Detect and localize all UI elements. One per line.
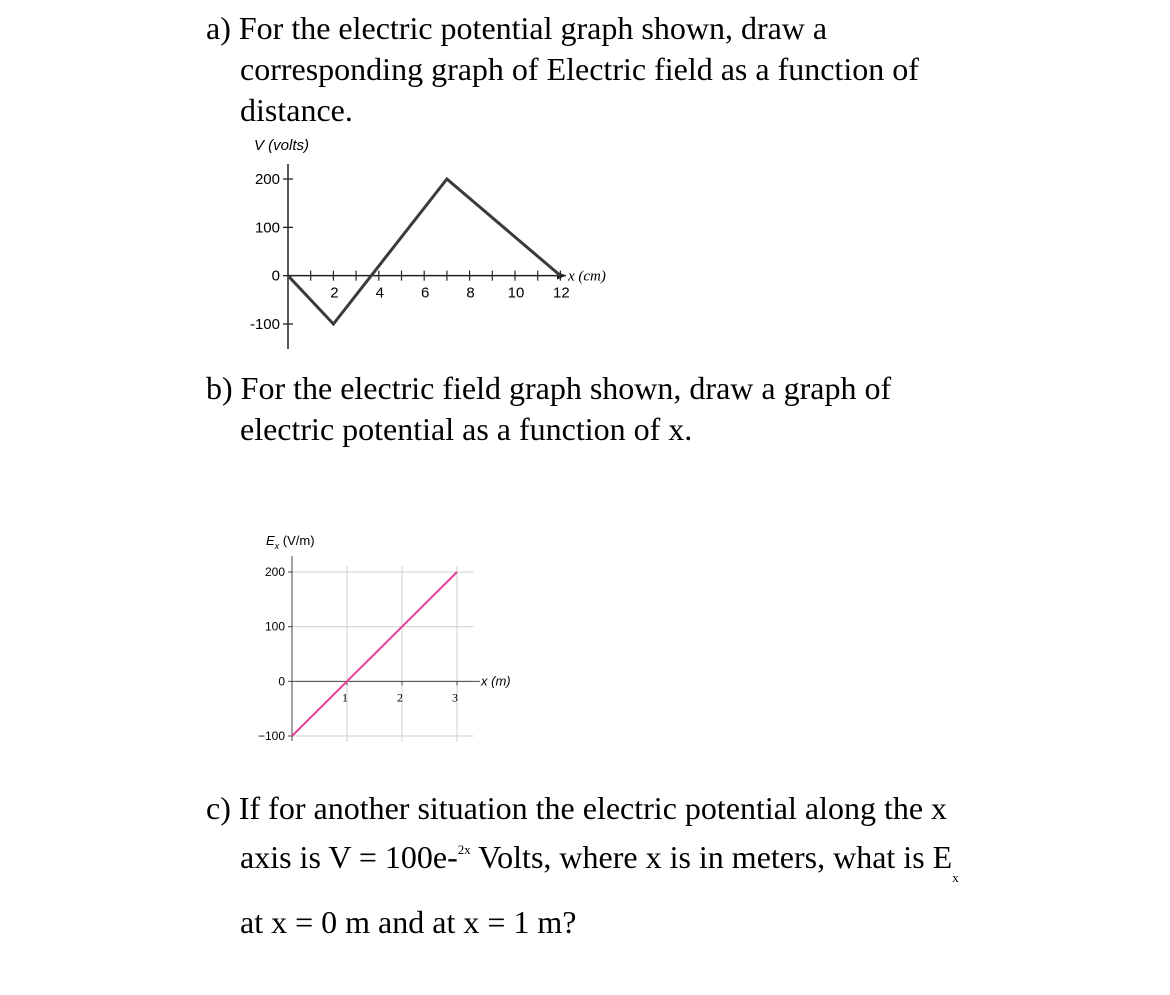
y-tick-label: −100: [257, 729, 285, 743]
y-axis-label: [266, 533, 315, 551]
x-tick-label: 2: [397, 690, 403, 705]
x-tick-label: 4: [375, 284, 384, 302]
potential-graph: [236, 124, 636, 364]
y-axis-label-main: E: [266, 533, 275, 548]
question-c-line2-post: Volts, where x is in meters, what is E: [470, 839, 953, 875]
field-graph: [236, 526, 556, 756]
question-c-line2-pre: axis is V = 100e-: [240, 839, 458, 875]
x-tick-label: 1: [342, 690, 348, 705]
field-line: [292, 572, 457, 736]
question-c-line3: at x = 0 m and at x = 1 m?: [240, 904, 577, 940]
x-tick-label: 3: [452, 690, 458, 705]
y-tick-label: 0: [278, 674, 285, 689]
question-b-line2: electric potential as a function of x.: [240, 411, 693, 447]
x-tick-label: 8: [466, 284, 475, 302]
question-a: [206, 8, 1106, 131]
y-ticks: [250, 171, 293, 333]
y-axis-label-sub: x: [274, 541, 280, 551]
x-tick-label: 2: [330, 284, 339, 302]
y-tick-label: -100: [249, 316, 280, 333]
x-axis-label: x (m): [481, 673, 511, 689]
y-tick-label: 100: [254, 219, 280, 237]
question-a-line1: a) For the electric potential graph shown, draw a: [206, 10, 828, 46]
x-tick-label: 10: [507, 284, 525, 302]
y-ticks: [258, 565, 292, 743]
y-tick-label: 200: [264, 565, 285, 579]
question-c-line2: [206, 829, 1106, 898]
x-axis-label: x (cm): [568, 268, 606, 285]
y-tick-label: 100: [264, 619, 285, 634]
question-a-line3: distance.: [240, 92, 353, 128]
question-a-line2: corresponding graph of Electric field as a function of: [240, 51, 919, 87]
question-c-line1: c) If for another situation the electric potential along the x: [206, 790, 948, 826]
x-tick-label: 6: [421, 284, 430, 302]
grid: [292, 566, 474, 742]
y-axis-label-unit: (V/m): [279, 533, 315, 548]
question-c-exponent: 2x: [457, 842, 471, 857]
y-tick-label: 200: [254, 171, 280, 188]
potential-line: [288, 179, 560, 324]
question-b: [206, 368, 1106, 450]
question-b-line1: b) For the electric field graph shown, draw a graph of: [206, 370, 892, 406]
x-ticks: [342, 681, 458, 704]
x-tick-label: 12: [553, 284, 570, 302]
y-tick-label: 0: [271, 267, 280, 285]
question-c-subscript: x: [952, 870, 959, 885]
question-c: [206, 788, 1106, 943]
y-axis-label: V (volts): [254, 137, 310, 154]
